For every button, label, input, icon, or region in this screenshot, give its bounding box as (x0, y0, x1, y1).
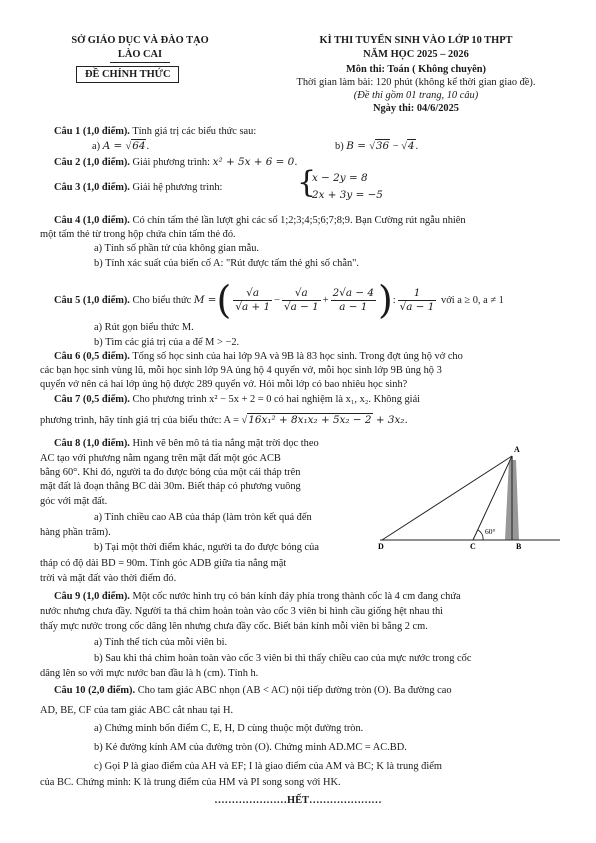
question-8: Câu 8 (1,0 điểm). Hình vẽ bên mô tả tia nắng mặt trời dọc theo (54, 438, 319, 449)
question-6-line2: các bạn học sinh vùng lũ, mỗi học sinh lớp 9A ủng hộ 4 quyển vở, mỗi học sinh lớp 9B ủng hộ 3 (40, 365, 442, 376)
department-name: SỞ GIÁO DỤC VÀ ĐÀO TẠO (71, 35, 209, 46)
question-8-line3: bằng 60°. Khi đó, người ta đo được bóng của một cái tháp trên (40, 467, 301, 478)
question-8-line5: góc với mặt đất. (40, 496, 108, 507)
question-6: Câu 6 (0,5 điểm). Tổng số học sinh của hai lớp 9A và 9B là 83 học sinh. Trong đợt ủng hộ vở cho (54, 351, 463, 362)
label-b: B (516, 542, 522, 551)
angle-arc (478, 530, 483, 540)
question-5a: a) Rút gọn biểu thức M. (94, 322, 194, 333)
tower-figure (370, 440, 570, 552)
question-7: Câu 7 (0,5 điểm). Cho phương trình x² − 5x + 2 = 0 có hai nghiệm là x₁, x₂. Không giải (54, 394, 421, 405)
question-4a: a) Tính số phần tử của không gian mẫu. (94, 243, 260, 254)
question-8-line2: AC tạo với phương nằm ngang trên mặt đất một góc ACB (40, 453, 281, 464)
question-4-line2: một tấm thẻ từ trong hộp chứa chín tấm thẻ đó. (40, 229, 236, 240)
duration: Thời gian làm bài: 120 phút (không kể thời gian giao đề). (296, 77, 536, 88)
question-1b: b) B = √36 − √4. (335, 140, 419, 152)
question-10b: b) Kẻ đường kính AM của đường tròn (O). Chứng minh AD.MC = AC.BD. (94, 742, 407, 753)
page-note: (Đề thi gồm 01 trang, 10 câu) (353, 90, 479, 101)
subject: Môn thi: Toán ( Không chuyên) (345, 64, 487, 75)
question-7-line2: phương trình, hãy tính giá trị của biểu thức: A = √16x₁² + 8x₁x₂ + 5x₂ − 2 + 3x₂. (40, 414, 408, 426)
question-10-line2: AD, BE, CF của tam giác ABC cắt nhau tại H. (40, 705, 234, 716)
question-3: Câu 3 (1,0 điểm). Giải hệ phương trình: (54, 182, 223, 193)
exam-date: Ngày thi: 04/6/2025 (372, 103, 459, 114)
question-9: Câu 9 (1,0 điểm). Một cốc nước hình trụ có bán kính đáy phía trong thành cốc là 4 cm đang chứa (54, 591, 461, 602)
official-label: ĐỀ CHÍNH THỨC (76, 66, 179, 83)
label-c: C (470, 542, 476, 551)
question-8a-2: hàng phần trăm). (40, 527, 111, 538)
question-9b-2: dâng lên so với mực nước ban đầu là h (cm). Tính h. (40, 668, 259, 679)
question-5: Câu 5 (1,0 điểm). Cho biểu thức M = ( $\frac{√a}{√a + 1}$ − $\frac{√a}{√a - 1}$ + $\frac{2√a - 4}{a - 1}$ ) : $\frac{1}{√a - 1}$ với a ≥ 0, a ≠ 1 (54, 278, 504, 322)
question-9b-1: b) Sau khi thả chìm hoàn toàn vào cốc 3 viên bi thì thấy chiều cao của mực nước trong cốc (94, 653, 472, 664)
question-8b-2: tháp có độ dài BD = 90m. Tính góc ADB giữa tia nắng mặt (40, 558, 287, 569)
question-1: Câu 1 (1,0 điểm). Tính giá trị các biểu thức sau: (54, 126, 257, 137)
question-4: Câu 4 (1,0 điểm). Có chín tấm thẻ lần lượt ghi các số 1;2;3;4;5;6;7;8;9. Bạn Cường rút ngẫu nhiên (54, 215, 466, 226)
question-9a: a) Tính thể tích của mỗi viên bi. (94, 637, 228, 648)
tower-body (505, 460, 519, 540)
question-8a-1: a) Tính chiều cao AB của tháp (làm tròn kết quả đến (94, 512, 312, 523)
question-8b-3: trời và mặt đất vào thời điểm đó. (40, 573, 177, 584)
school-year: NĂM HỌC 2025 – 2026 (363, 49, 469, 60)
system-eq-2: 2x + 3y = −5 (312, 189, 383, 201)
question-2: Câu 2 (1,0 điểm). Giải phương trình: x² + 5x + 6 = 0. (54, 156, 298, 168)
question-9-line3: thấy mực nước trong cốc dâng lên nhưng chưa đầy cốc. Biết bán kính mỗi viên bi bằng 2 cm. (40, 621, 428, 632)
exam-title: KÌ THI TUYỂN SINH VÀO LỚP 10 THPT (319, 35, 513, 46)
question-9-line2: nước nhưng chưa đầy. Người ta thả chìm hoàn toàn vào cốc 3 viên bi hình cầu giống hệt nhau thì (40, 606, 444, 617)
header-divider (110, 62, 170, 63)
question-4b: b) Tính xác suất của biến cố A: "Rút được tấm thẻ ghi số chẵn". (94, 258, 359, 269)
question-10c-2: của BC. Chứng minh: K là trung điểm của HM và PI song song với HK. (40, 777, 341, 788)
province-name: LÀO CAI (117, 49, 163, 60)
question-10c-1: c) Gọi P là giao điểm của AH và EF; I là giao điểm của AM và BC; K là trung điểm (94, 761, 442, 772)
system-brace: { (297, 165, 317, 200)
question-8-line4: mặt đất là đoạn thẳng BC dài 30m. Biết tháp có phương vuông (40, 481, 301, 492)
angle-label: 60° (485, 527, 496, 536)
question-8b-1: b) Tại một thời điểm khác, người ta đo được bóng của (94, 542, 319, 553)
question-10: Câu 10 (2,0 điểm). Cho tam giác ABC nhọn (AB < AC) nội tiếp đường tròn (O). Ba đường cao (54, 685, 452, 696)
label-a: A (514, 445, 520, 454)
end-marker: …………………HẾT………………… (214, 795, 382, 806)
system-eq-1: x − 2y = 8 (312, 172, 368, 184)
question-1a: a) A = √64. (92, 140, 150, 152)
question-10a: a) Chứng minh bốn điểm C, E, H, D cùng thuộc một đường tròn. (94, 723, 364, 734)
label-d: D (378, 542, 384, 551)
question-6-line3: quyển vở nên cả hai lớp ủng hộ được 289 quyển vở. Hỏi mỗi lớp có bao nhiêu học sinh? (40, 379, 408, 390)
question-5b: b) Tìm các giá trị của a để M > −2. (94, 337, 240, 348)
